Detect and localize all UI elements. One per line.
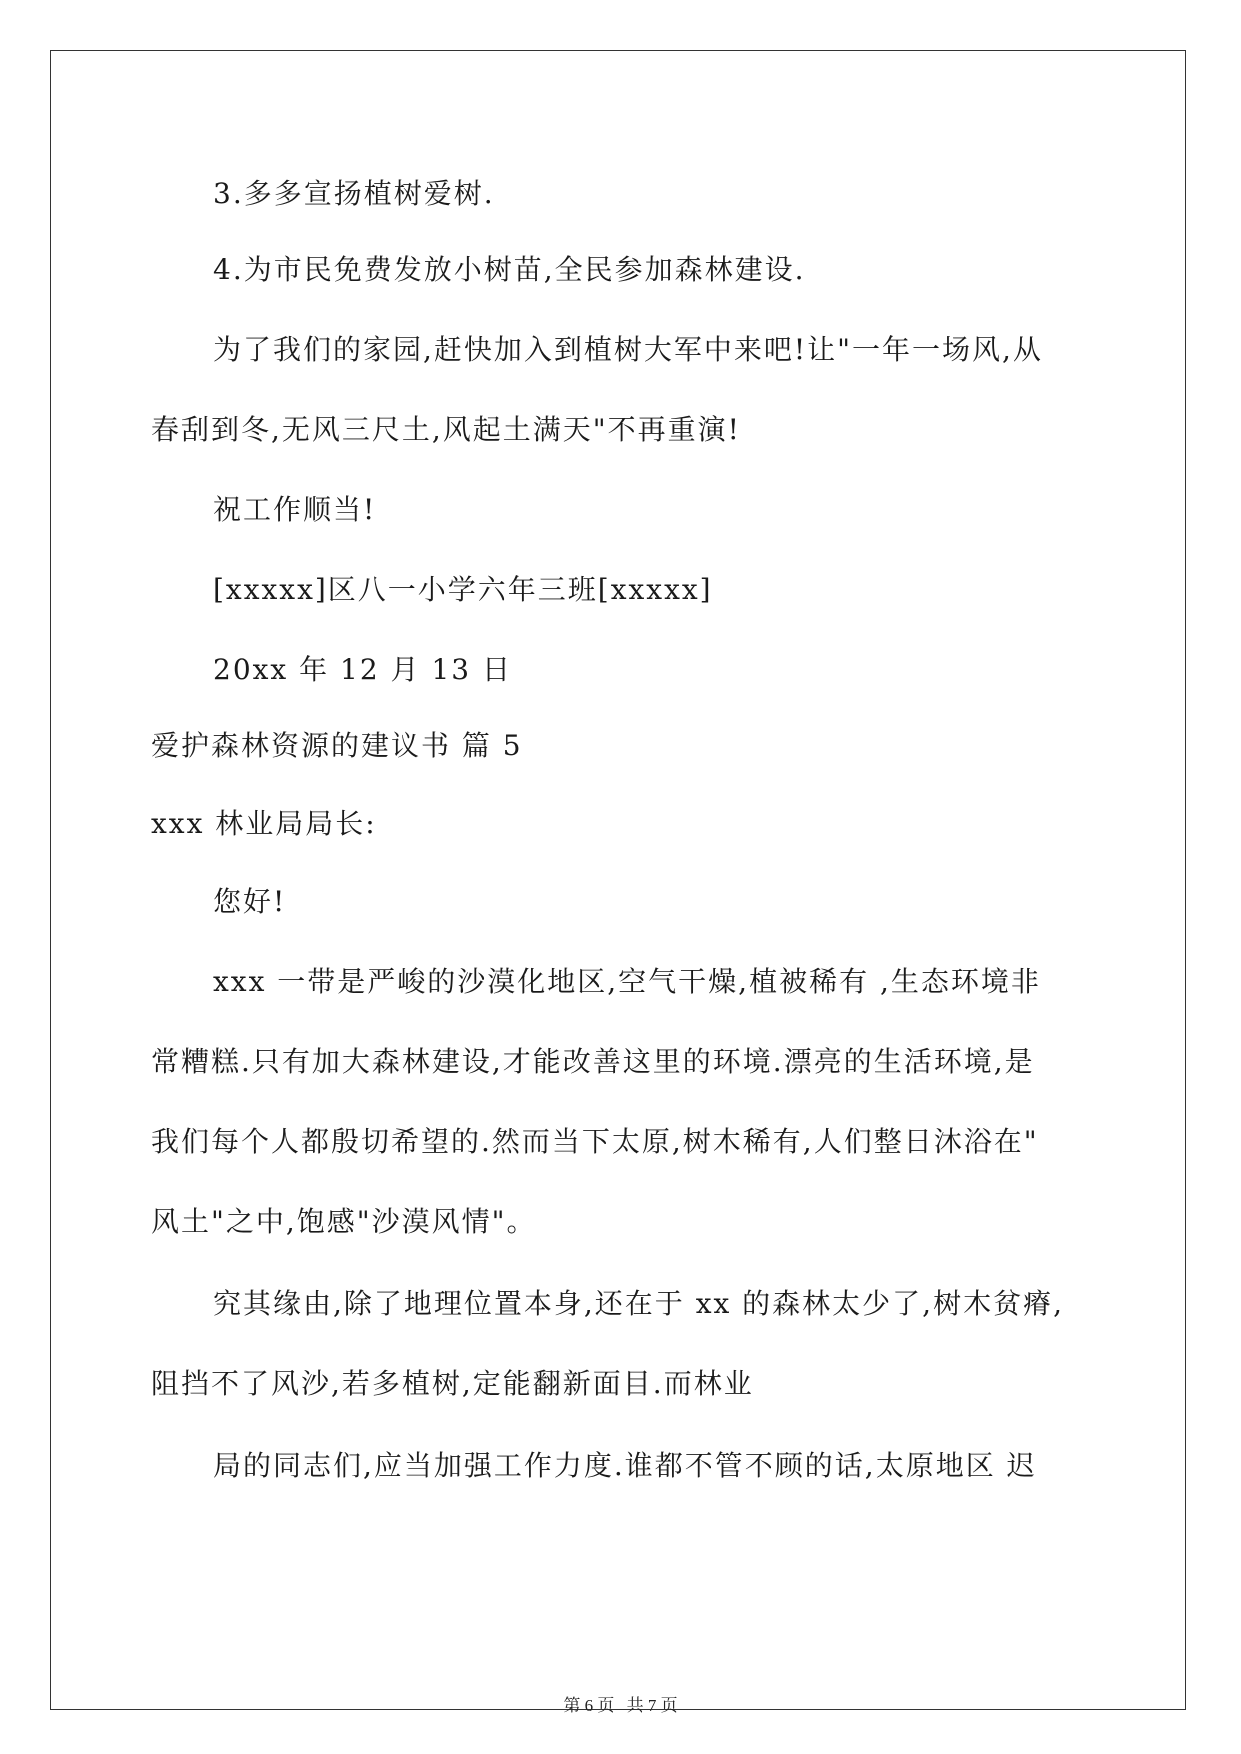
date: 20xx 年 12 月 13 日	[213, 653, 512, 686]
closing-wish: 祝工作顺当!	[213, 493, 377, 526]
paragraph-line: 阻挡不了风沙,若多植树,定能翻新面目.而林业	[151, 1367, 754, 1400]
signature: [xxxxx]区八一小学六年三班[xxxxx]	[213, 573, 713, 606]
total-pages: 共 7 页	[626, 1696, 678, 1715]
paragraph-line: 春刮到冬,无风三尺土,风起土满天"不再重演!	[151, 413, 741, 446]
paragraph-line: 常糟糕.只有加大森林建设,才能改善这里的环境.漂亮的生活环境,是	[151, 1045, 1035, 1078]
salutation: xxx 林业局局长:	[151, 807, 377, 840]
paragraph-line: 风土"之中,饱感"沙漠风情"。	[151, 1205, 537, 1238]
paragraph-line: xxx 一带是严峻的沙漠化地区,空气干燥,植被稀有 ,生态环境非	[213, 965, 1041, 998]
section-title: 爱护森林资源的建议书 篇 5	[151, 729, 523, 762]
paragraph-line: 为了我们的家园,赶快加入到植树大军中来吧!让"一年一场风,从	[213, 333, 1043, 366]
paragraph-line: 局的同志们,应当加强工作力度.谁都不管不顾的话,太原地区 迟	[213, 1449, 1037, 1482]
greeting: 您好!	[213, 885, 287, 918]
list-item-4: 4.为市民免费发放小树苗,全民参加森林建设.	[213, 253, 806, 286]
list-item-3: 3.多多宣扬植树爱树.	[213, 177, 495, 210]
page-footer	[0, 1695, 1241, 1717]
paragraph-line: 我们每个人都殷切希望的.然而当下太原,树木稀有,人们整日沐浴在"	[151, 1125, 1039, 1158]
current-page-number: 第 6 页	[563, 1696, 615, 1715]
paragraph-line: 究其缘由,除了地理位置本身,还在于 xx 的森林太少了,树木贫瘠,	[213, 1287, 1064, 1320]
